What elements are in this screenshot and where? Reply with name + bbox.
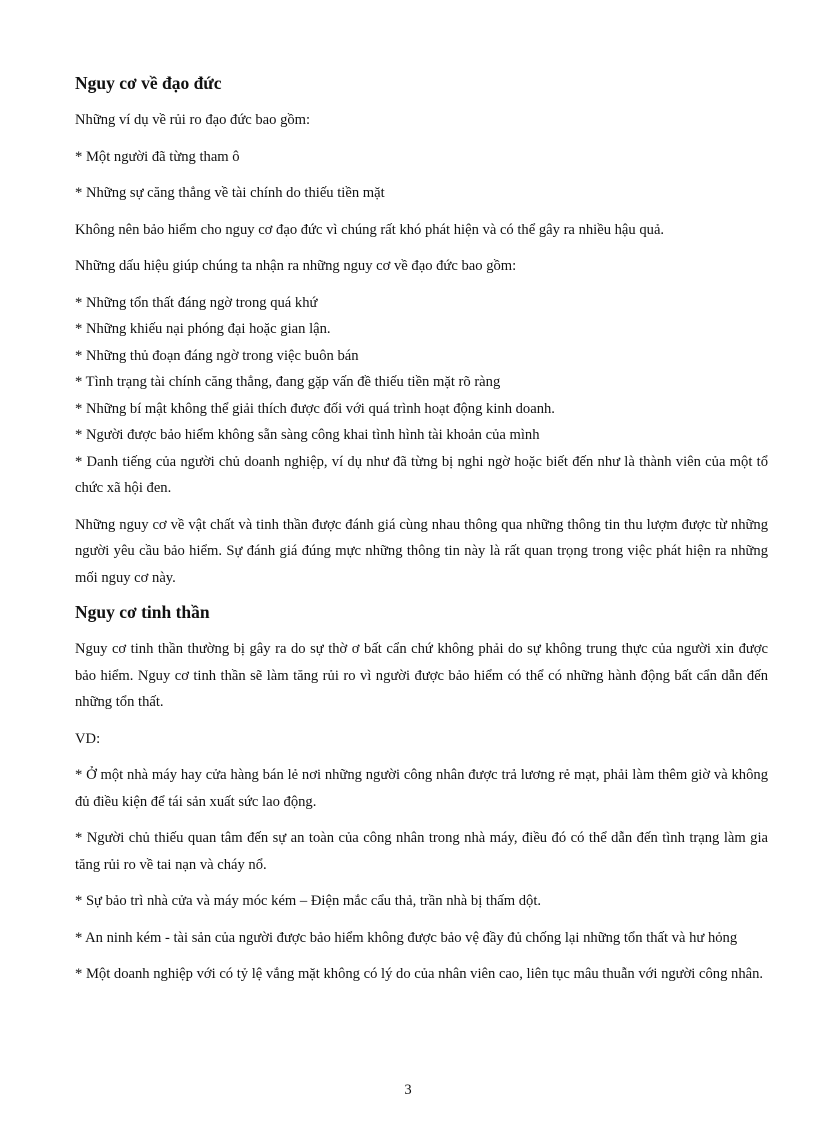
paragraph-morale-intro: Nguy cơ tinh thần thường bị gây ra do sự thờ ơ bất cẩn chứ không phải do sự không trung thực của người xin được bảo hiểm. Nguy cơ tinh thần sẽ làm tăng rủi ro vì người được bảo hiểm có thể có những hành động bất cẩn dẫn đến những tổn thất. bbox=[75, 641, 768, 710]
section-heading-moral-hazard: Nguy cơ về đạo đức bbox=[75, 73, 222, 93]
list-item-morale-example-3: * Sự bảo trì nhà cửa và máy móc kém – Điện mắc cẩu thả, trần nhà bị thấm dột. bbox=[75, 893, 542, 909]
label-vd: VD: bbox=[75, 730, 101, 747]
signs-list bbox=[75, 290, 768, 502]
list-item-sign-3: * Những thủ đoạn đáng ngờ trong việc buôn bán bbox=[75, 347, 359, 364]
list-item-example-1: * Một người đã từng tham ô bbox=[75, 148, 240, 165]
list-item-sign-6: * Người được bảo hiểm không sẵn sàng công khai tình hình tài khoản của mình bbox=[75, 427, 540, 443]
list-item-morale-example-4: * An ninh kém - tài sản của người được bảo hiểm không được bảo vệ đầy đủ chống lại những tổn thất và hư hỏng bbox=[75, 929, 738, 946]
paragraph-moral-conclusion: Những nguy cơ về vật chất và tinh thần được đánh giá cùng nhau thông qua những thông tin thu lượm được từ những người yêu cầu bảo hiểm. Sự đánh giá đúng mực những thông tin này là rất quan trọng trong việc phát hiện ra những mối nguy cơ này. bbox=[75, 516, 768, 586]
paragraph-moral-advice: Không nên bảo hiểm cho nguy cơ đạo đức vì chúng rất khó phát hiện và có thể gây ra nhiều hậu quả. bbox=[75, 221, 665, 238]
list-item-sign-7: * Danh tiếng của người chủ doanh nghiệp, ví dụ như đã từng bị nghi ngờ hoặc biết đến như là thành viên của một tổ chức xã hội đen. bbox=[75, 453, 768, 496]
page-number: 3 bbox=[404, 1082, 412, 1098]
paragraph-moral-intro: Những ví dụ về rủi ro đạo đức bao gồm: bbox=[75, 112, 311, 128]
list-item-sign-1: * Những tổn thất đáng ngờ trong quá khứ bbox=[75, 294, 318, 311]
list-item-morale-example-2: * Người chủ thiếu quan tâm đến sự an toàn của công nhân trong nhà máy, điều đó có thể dẫn đến tình trạng làm gia tăng rủi ro về tai nạn và cháy nổ. bbox=[75, 830, 768, 873]
list-item-sign-5: * Những bí mật không thể giải thích được đối với quá trình hoạt động kinh doanh. bbox=[75, 400, 555, 417]
list-item-example-2: * Những sự căng thẳng về tài chính do thiếu tiền mặt bbox=[75, 185, 385, 201]
section-heading-morale-hazard: Nguy cơ tinh thần bbox=[75, 602, 210, 622]
list-item-morale-example-5: * Một doanh nghiệp với có tỷ lệ vắng mặt không có lý do của nhân viên cao, liên tục mâu thuẫn với người công nhân. bbox=[75, 966, 764, 982]
list-item-sign-4: * Tình trạng tài chính căng thẳng, đang gặp vấn đề thiếu tiền mặt rõ ràng bbox=[75, 374, 501, 390]
list-item-morale-example-1: * Ở một nhà máy hay cửa hàng bán lẻ nơi những người công nhân được trả lương rẻ mạt, phải làm thêm giờ và không đủ điều kiện để tái sản xuất sức lao động. bbox=[75, 767, 768, 810]
list-item-sign-2: * Những khiếu nại phóng đại hoặc gian lận. bbox=[75, 321, 331, 337]
paragraph-signs-intro: Những dấu hiệu giúp chúng ta nhận ra những nguy cơ về đạo đức bao gồm: bbox=[75, 258, 517, 274]
